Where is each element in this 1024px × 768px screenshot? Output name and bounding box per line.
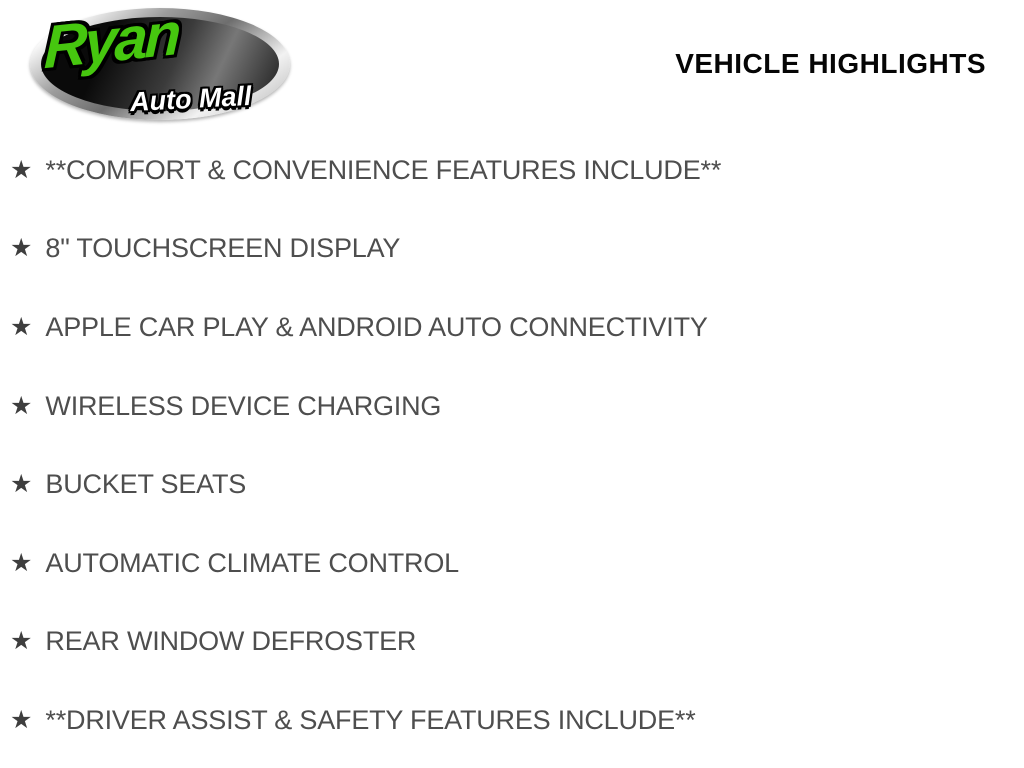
star-icon: ★ bbox=[10, 312, 33, 341]
highlight-text: APPLE CAR PLAY & ANDROID AUTO CONNECTIVITY bbox=[45, 311, 708, 342]
highlight-item bbox=[10, 603, 1010, 682]
star-icon: ★ bbox=[10, 548, 33, 577]
highlight-item bbox=[10, 367, 1010, 446]
highlight-item bbox=[10, 681, 1010, 760]
logo-sub-text: Auto Mall bbox=[129, 80, 253, 118]
star-icon: ★ bbox=[10, 705, 33, 734]
highlight-item bbox=[10, 288, 1010, 367]
highlight-text: BUCKET SEATS bbox=[45, 469, 247, 500]
highlight-text: **COMFORT & CONVENIENCE FEATURES INCLUDE** bbox=[45, 154, 722, 185]
highlight-item bbox=[10, 524, 1010, 603]
highlight-text: 8" TOUCHSCREEN DISPLAY bbox=[45, 233, 401, 264]
highlights-list bbox=[10, 131, 1010, 760]
highlight-text: **DRIVER ASSIST & SAFETY FEATURES INCLUDE** bbox=[45, 704, 696, 735]
highlight-item bbox=[10, 131, 1010, 210]
highlight-text: REAR WINDOW DEFROSTER bbox=[45, 626, 417, 657]
star-icon: ★ bbox=[10, 391, 33, 420]
logo-brand-text: Ryan bbox=[43, 0, 180, 82]
page-title: VEHICLE HIGHLIGHTS bbox=[675, 48, 986, 79]
highlight-text: WIRELESS DEVICE CHARGING bbox=[45, 390, 442, 421]
star-icon: ★ bbox=[10, 627, 33, 656]
star-icon: ★ bbox=[10, 470, 33, 499]
highlight-item bbox=[10, 210, 1010, 289]
ryan-auto-mall-logo bbox=[30, 0, 290, 120]
star-icon: ★ bbox=[10, 155, 33, 184]
star-icon: ★ bbox=[10, 234, 33, 263]
highlight-text: AUTOMATIC CLIMATE CONTROL bbox=[45, 547, 459, 578]
highlight-item bbox=[10, 445, 1010, 524]
